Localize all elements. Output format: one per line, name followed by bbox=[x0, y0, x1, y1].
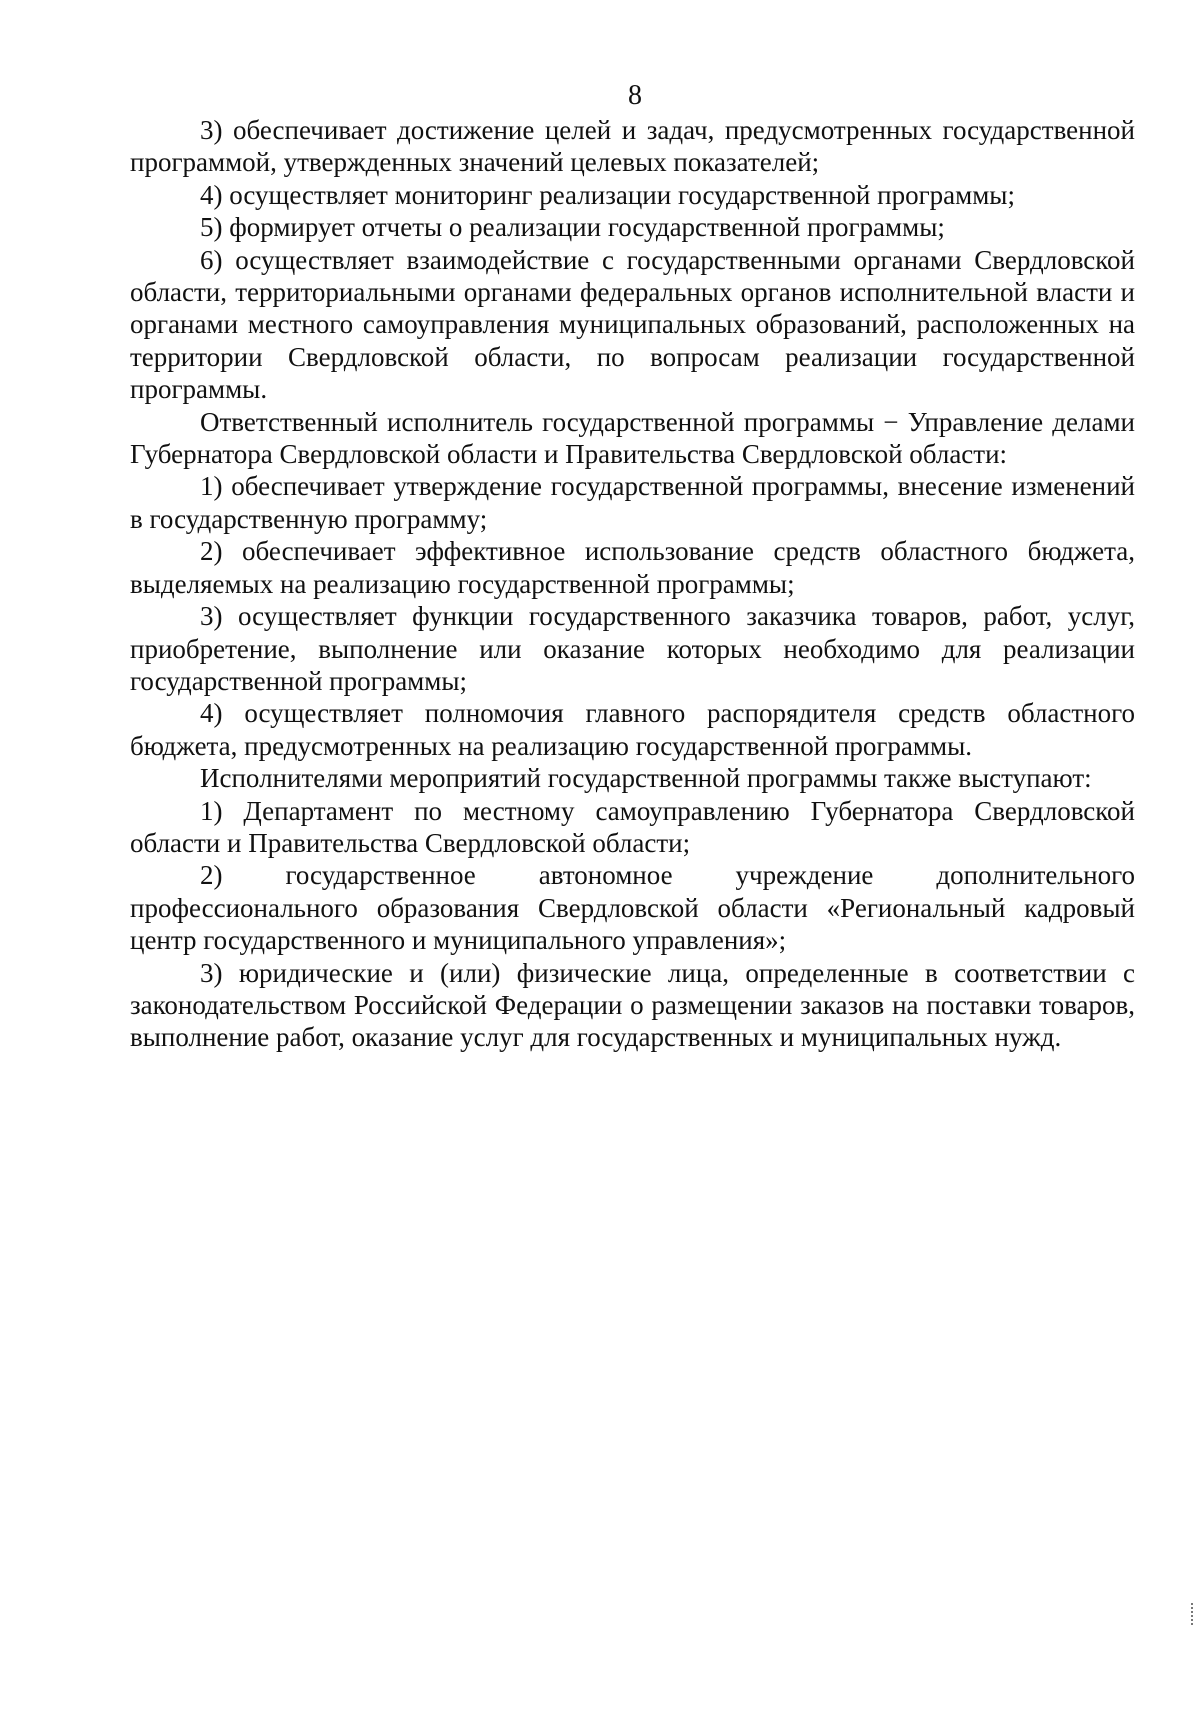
paragraph-executor-1-department: 1) Департамент по местному самоуправлению Губернатора Свердловской области и Правительства Свердловской области; bbox=[130, 795, 1135, 858]
paragraph-duty-3-customer: 3) осуществляет функции государственного заказчика товаров, работ, услуг, приобретение, выполнение или оказание которых необходимо для реализации государственной программы; bbox=[130, 601, 1135, 696]
paragraph-item-6-interaction: 6) осуществляет взаимодействие с государственными органами Свердловской области, территориальными органами федеральных органов исполнительной власти и органами местного самоуправления муниципальных образований, расположенных на территории Свердловской области, по вопросам реализации государственной программы. bbox=[130, 244, 1135, 405]
paragraph-executors-intro: Исполнителями мероприятий государственной программы также выступают: bbox=[200, 763, 1092, 794]
paragraph-item-3-goals: 3) обеспечивает достижение целей и задач, предусмотренных государственной программой, утвержденных значений целевых показателей; bbox=[130, 115, 1135, 178]
paragraph-executor-2-training-center: 2) государственное автономное учреждение дополнительного профессионального образования Свердловской области «Региональный кадровый центр государственного и муниципального управления»; bbox=[130, 860, 1135, 956]
document-body bbox=[130, 114, 1135, 1054]
paragraph-duty-2-budget-use: 2) обеспечивает эффективное использование средств областного бюджета, выделяемых на реализацию государственной программы; bbox=[130, 536, 1135, 599]
paragraph-item-4-monitoring: 4) осуществляет мониторинг реализации государственной программы; bbox=[200, 179, 1015, 210]
margin-scan-mark bbox=[1191, 1603, 1195, 1625]
paragraph-item-5-reports: 5) формирует отчеты о реализации государственной программы; bbox=[200, 212, 945, 243]
page-number: 8 bbox=[628, 80, 642, 111]
paragraph-executor-3-legal-entities: 3) юридические и (или) физические лица, определенные в соответствии с законодательством Российской Федерации о размещении заказов на поставки товаров, выполнение работ, оказание услуг для государственных и муниципальных нужд. bbox=[130, 957, 1135, 1053]
paragraph-duty-4-disposer: 4) осуществляет полномочия главного распорядителя средств областного бюджета, предусмотренных на реализацию государственной программы. bbox=[130, 698, 1135, 761]
paragraph-responsible-executor: Ответственный исполнитель государственной программы − Управление делами Губернатора Свердловской области и Правительства Свердловской области: bbox=[130, 406, 1135, 470]
paragraph-duty-1-approval: 1) обеспечивает утверждение государственной программы, внесение изменений в государственную программу; bbox=[130, 471, 1135, 534]
